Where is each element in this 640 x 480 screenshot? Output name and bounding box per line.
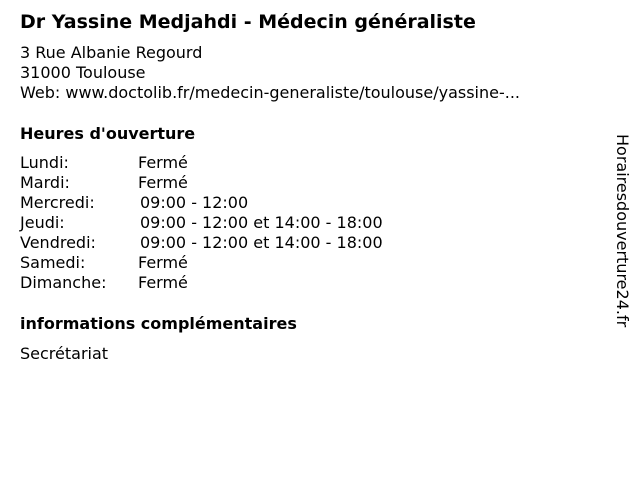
day-label: Mardi: (20, 173, 70, 192)
city-postal: 31000 Toulouse (20, 63, 146, 82)
website-link[interactable]: Web: www.doctolib.fr/medecin-generaliste/toulouse/yassine-... (20, 83, 521, 102)
opening-hours-heading: Heures d'ouverture (20, 124, 196, 143)
day-label: Jeudi: (20, 213, 65, 232)
street-address: 3 Rue Albanie Regourd (20, 43, 203, 62)
day-label: Dimanche: (20, 273, 107, 292)
page-title: Dr Yassine Medjahdi - Médecin généraliste (20, 11, 476, 33)
day-label: Lundi: (20, 153, 69, 172)
additional-info-text: Secrétariat (20, 344, 109, 363)
day-label: Mercredi: (20, 193, 95, 212)
day-label: Vendredi: (20, 233, 96, 252)
hours-value: 09:00 - 12:00 (140, 193, 249, 212)
hours-value: Fermé (138, 253, 188, 272)
hours-value: 09:00 - 12:00 et 14:00 - 18:00 (140, 233, 383, 252)
additional-info-heading: informations complémentaires (20, 314, 297, 333)
hours-value: Fermé (138, 273, 188, 292)
day-label: Samedi: (20, 253, 86, 272)
hours-value: Fermé (138, 173, 188, 192)
hours-value: Fermé (138, 153, 188, 172)
hours-value: 09:00 - 12:00 et 14:00 - 18:00 (140, 213, 383, 232)
address-block (20, 43, 520, 103)
brand-watermark: Horairesdouverture24.fr (613, 134, 632, 328)
